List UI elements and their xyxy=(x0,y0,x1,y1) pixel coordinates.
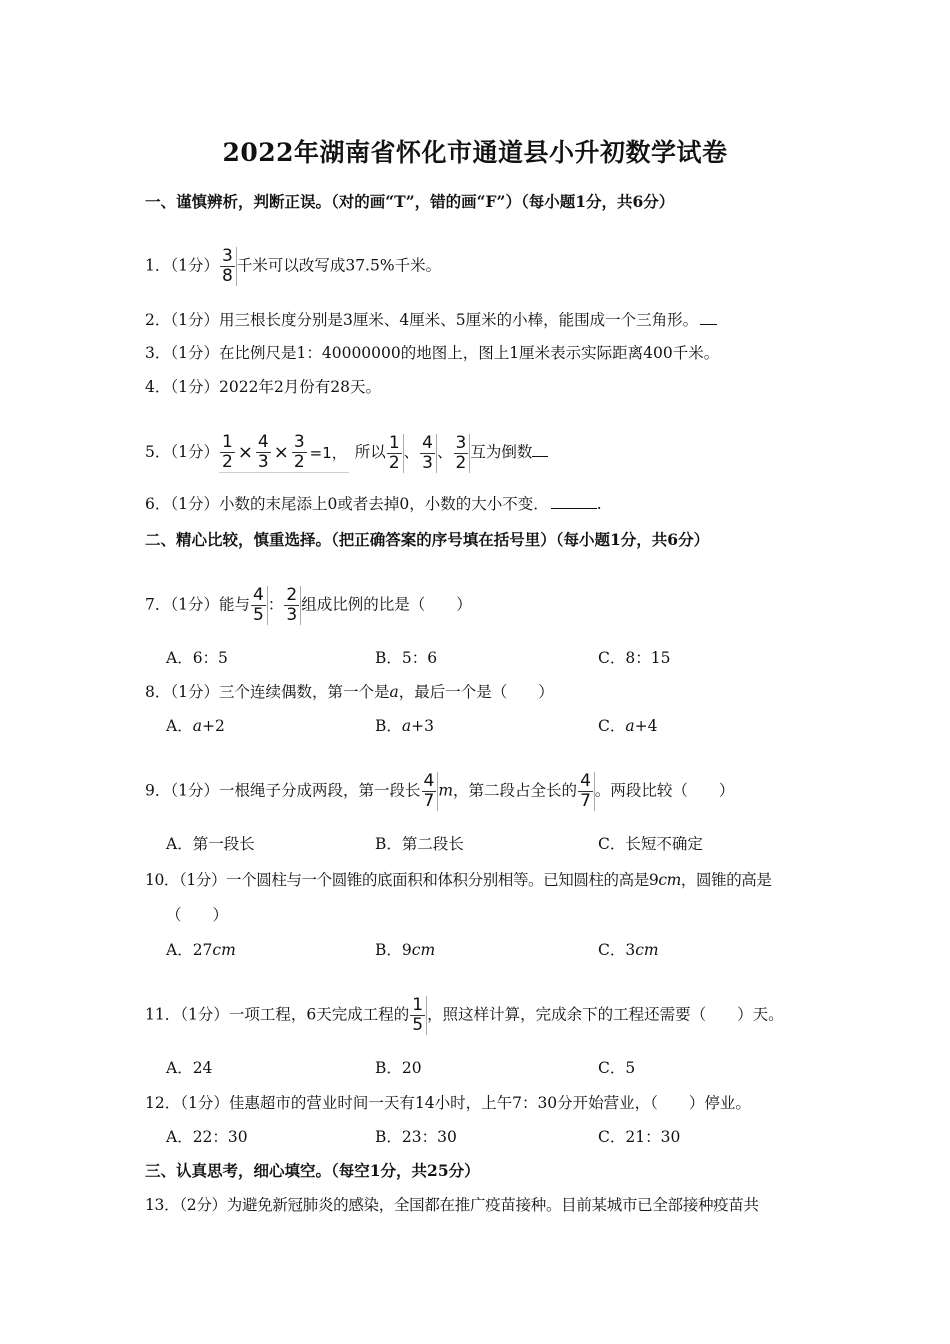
q1-numerator: 3 xyxy=(222,246,233,266)
q5-g1-numerator: 1 xyxy=(388,432,400,453)
q7-f1-denominator: 5 xyxy=(253,605,264,625)
q8-variable: a xyxy=(389,683,399,701)
q9-number: 9． xyxy=(145,781,171,800)
q5-g2-denominator: 3 xyxy=(422,452,433,473)
page-title: 2022年湖南省怀化市通道县小升初数学试卷 xyxy=(222,138,728,167)
q10-a-unit: cm xyxy=(212,941,236,959)
q5-equals: =1， xyxy=(309,443,347,462)
q10-b-unit: cm xyxy=(411,941,436,959)
question-1 xyxy=(145,247,441,286)
q7-f2-numerator: 2 xyxy=(286,585,298,605)
q10-b-label: B．9 xyxy=(375,941,412,959)
q8-a-label: A． xyxy=(166,717,193,735)
q2-text: 用三根长度分别是3厘米、4厘米、5厘米的小棒，能围成一个三角形。 xyxy=(219,311,699,329)
question-4 xyxy=(145,375,381,399)
q11-option-a[interactable]: A．24 xyxy=(166,1059,213,1077)
q5-fraction-2 xyxy=(256,433,271,472)
q8-a-var: a xyxy=(192,717,202,735)
question-10 xyxy=(145,868,772,892)
q6-answer-blank[interactable] xyxy=(551,494,597,509)
question-7 xyxy=(145,586,472,625)
question-6 xyxy=(145,492,602,516)
question-12 xyxy=(145,1091,751,1115)
q7-score: （1分） xyxy=(170,595,219,614)
q5-frac-g1 xyxy=(387,434,402,473)
q5-g3-denominator: 2 xyxy=(455,452,467,473)
q9-f1-numerator: 4 xyxy=(423,771,435,791)
q10-c-unit: cm xyxy=(635,941,659,959)
q6-end-period: . xyxy=(596,495,602,513)
q10-option-b[interactable] xyxy=(375,938,435,962)
q5-f2-numerator: 4 xyxy=(257,432,269,452)
q11-denominator: 5 xyxy=(412,1015,424,1035)
q11-number: 11． xyxy=(145,1005,181,1024)
question-5 xyxy=(145,433,548,473)
q10-c-label: C．3 xyxy=(598,941,636,959)
q5-g3-numerator: 3 xyxy=(455,432,467,453)
q5-score: （1分） xyxy=(170,443,219,461)
q10-unit: cm xyxy=(658,871,681,889)
q11-fraction xyxy=(410,996,425,1035)
q7-fraction-1 xyxy=(251,586,266,625)
q8-text-pre: 三个连续偶数，第一个是 xyxy=(219,683,390,701)
q7-f2-denominator: 3 xyxy=(286,605,298,625)
q10-number: 10． xyxy=(145,871,180,889)
q12-option-a[interactable]: A．22：30 xyxy=(166,1128,248,1146)
question-2 xyxy=(145,308,717,332)
q11-text-pre: 一项工程，6天完成工程的 xyxy=(228,1005,410,1024)
q7-number: 7． xyxy=(145,595,171,614)
q10-paren[interactable]: （ ） xyxy=(166,906,229,924)
question-9 xyxy=(145,772,734,811)
q7-text-pre: 能与 xyxy=(219,595,251,614)
q13-text: 为避免新冠肺炎的感染，全国都在推广疫苗接种。目前某城市已全部接种疫苗共 xyxy=(226,1196,759,1214)
q9-f2-numerator: 4 xyxy=(580,771,591,791)
q5-fraction-3 xyxy=(292,433,307,472)
q3-number: 3． xyxy=(145,344,171,362)
q1-text: 千米可以改写成37.5%千米。 xyxy=(236,256,442,275)
q9-text-mid: ，第二段占全长的 xyxy=(453,781,578,800)
q5-f2-denominator: 3 xyxy=(257,452,269,472)
section-2-heading: 二、精心比较，慎重选择。（把正确答案的序号填在括号里）（每小题1分，共6分） xyxy=(145,530,710,549)
q2-number: 2． xyxy=(145,311,171,329)
q10-text-2: ，圆锥的高是 xyxy=(680,871,772,889)
q3-text: 在比例尺是1：40000000的地图上，图上1厘米表示实际距离400千米。 xyxy=(219,344,720,362)
q7-colon: ： xyxy=(267,595,284,614)
q9-text-post: 。两段比较（ ） xyxy=(594,781,735,800)
q8-option-a[interactable] xyxy=(166,714,225,738)
q11-option-c[interactable]: C．5 xyxy=(598,1059,636,1077)
section-1-heading: 一、谨慎辨析，判断正误。（对的画“T”，错的画“F”）（每小题1分，共6分） xyxy=(145,192,675,211)
q5-g1-denominator: 2 xyxy=(388,452,400,473)
q9-fraction-2 xyxy=(578,772,593,811)
q8-c-var: a xyxy=(625,717,635,735)
q7-f1-numerator: 4 xyxy=(253,585,264,605)
q12-number: 12． xyxy=(145,1094,181,1112)
q5-sep-1: 、 xyxy=(403,443,420,461)
q12-option-b[interactable]: B．23：30 xyxy=(375,1128,457,1146)
q7-fraction-2 xyxy=(284,586,299,625)
q7-option-c[interactable]: C．8：15 xyxy=(598,649,671,667)
q3-score: （1分） xyxy=(170,344,219,362)
q4-score: （1分） xyxy=(170,378,219,396)
q12-score: （1分） xyxy=(180,1094,229,1112)
q5-tail-text: 互为倒数 xyxy=(470,443,533,461)
q5-sep-2: 、 xyxy=(436,443,453,461)
q13-score: （2分） xyxy=(179,1196,227,1214)
q9-option-a[interactable]: A．第一段长 xyxy=(166,835,255,853)
q9-score: （1分） xyxy=(170,781,219,800)
q8-score: （1分） xyxy=(170,683,219,701)
q8-a-rest: +2 xyxy=(201,717,225,735)
q7-option-a[interactable]: A．6：5 xyxy=(166,649,228,667)
q2-score: （1分） xyxy=(170,311,219,329)
q1-denominator: 8 xyxy=(222,266,233,286)
q10-a-label: A．27 xyxy=(166,941,213,959)
q10-text-1: 一个圆柱与一个圆锥的底面积和体积分别相等。已知圆柱的高是9 xyxy=(226,871,659,889)
q8-option-c[interactable] xyxy=(598,714,657,738)
q9-option-b[interactable]: B．第二段长 xyxy=(375,835,464,853)
q9-unit: m xyxy=(438,781,454,800)
q12-text: 佳惠超市的营业时间一天有14小时，上午7：30分开始营业，（ ）停业。 xyxy=(228,1094,751,1112)
q11-text-post: ，照这样计算，完成余下的工程还需要（ ）天。 xyxy=(427,1005,784,1024)
q5-f3-denominator: 2 xyxy=(293,452,305,472)
q1-number: 1． xyxy=(145,256,171,275)
section-3-heading: 三、认真思考，细心填空。（每空1分，共25分） xyxy=(145,1161,480,1180)
q5-times-sign-1: × xyxy=(237,441,253,463)
q11-option-b[interactable]: B．20 xyxy=(375,1059,422,1077)
q4-number: 4． xyxy=(145,378,171,396)
question-11 xyxy=(145,996,784,1035)
q5-frac-g2 xyxy=(420,434,435,473)
q5-number: 5． xyxy=(145,443,171,461)
q7-option-b[interactable]: B．5：6 xyxy=(375,649,438,667)
q4-text: 2022年2月份有28天。 xyxy=(219,378,382,396)
q5-f3-numerator: 3 xyxy=(293,432,305,452)
q8-b-rest: +3 xyxy=(411,717,434,735)
q1-score: （1分） xyxy=(170,256,219,275)
q9-f2-denominator: 7 xyxy=(580,791,591,811)
q6-number: 6． xyxy=(145,495,171,513)
q10-option-a[interactable] xyxy=(166,938,236,962)
q8-c-rest: +4 xyxy=(634,717,658,735)
q5-f1-numerator: 1 xyxy=(222,432,233,452)
q11-numerator: 1 xyxy=(412,995,424,1015)
question-13 xyxy=(145,1193,759,1217)
q5-g2-numerator: 4 xyxy=(422,432,433,453)
q6-text: 小数的末尾添上0或者去掉0，小数的大小不变． xyxy=(219,495,549,513)
q5-f1-denominator: 2 xyxy=(222,452,233,472)
q12-option-c[interactable]: C．21：30 xyxy=(598,1128,681,1146)
q5-frac-g3 xyxy=(454,434,469,473)
q9-fraction-1 xyxy=(422,772,437,811)
q2-answer-blank[interactable] xyxy=(700,310,717,325)
q5-times-sign-2: × xyxy=(273,441,289,463)
q7-text-post: 组成比例的比是（ ） xyxy=(301,595,472,614)
q5-fraction-1 xyxy=(220,433,235,472)
q9-text-pre: 一根绳子分成两段，第一段长 xyxy=(219,781,421,800)
q11-score: （1分） xyxy=(180,1005,229,1024)
q9-f1-denominator: 7 xyxy=(423,791,435,811)
q5-text-so: 所以 xyxy=(354,443,386,461)
q8-b-var: a xyxy=(401,717,412,735)
q6-score: （1分） xyxy=(170,495,219,513)
q9-option-c[interactable]: C．长短不确定 xyxy=(598,835,703,853)
q10-score: （1分） xyxy=(179,871,227,889)
q5-answer-blank[interactable] xyxy=(532,442,548,457)
question-3 xyxy=(145,341,719,365)
q8-option-b[interactable] xyxy=(375,714,434,738)
q1-fraction xyxy=(220,247,235,286)
q13-number: 13． xyxy=(145,1196,180,1214)
q8-text-post: ，最后一个是（ ） xyxy=(398,683,554,701)
q10-option-c[interactable] xyxy=(598,938,659,962)
question-8 xyxy=(145,680,554,704)
q8-b-label: B． xyxy=(375,717,402,735)
q8-number: 8． xyxy=(145,683,171,701)
q8-c-label: C． xyxy=(598,717,626,735)
